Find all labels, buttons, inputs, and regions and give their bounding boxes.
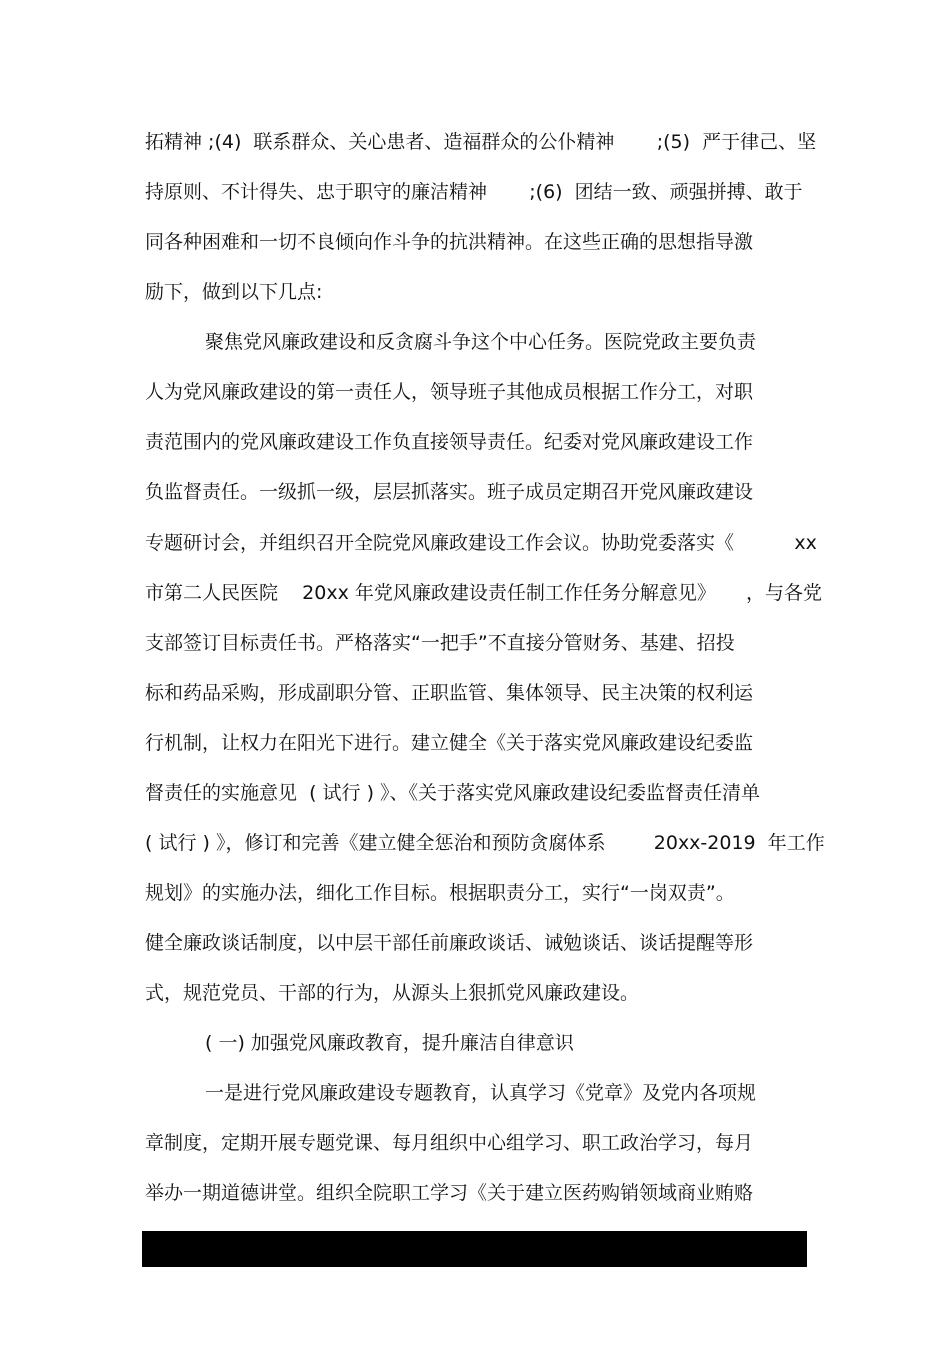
text-line: 励下，做到以下几点:: [145, 281, 323, 303]
text-line: 章制度，定期开展专题党课、每月组织中心组学习、职工政治学习，每月: [145, 1132, 754, 1154]
text-line: 负监督责任。一级抓一级，层层抓落实。班子成员定期召开党风廉政建设: [145, 481, 754, 503]
text-line: 支部签订目标责任书。严格落实“一把手”不直接分管财务、基建、招投: [145, 632, 735, 654]
text-line: 人为党风廉政建设的第一责任人，领导班子其他成员根据工作分工，对职: [145, 381, 754, 403]
text-line: 同各种困难和一切不良倾向作斗争的抗洪精神。在这些正确的思想指导激: [145, 231, 754, 253]
section-heading: ( 一) 加强党风廉政教育，提升廉洁自律意识: [205, 1032, 574, 1054]
redaction-bar: [142, 1231, 807, 1267]
paragraph-start-line: 聚焦党风廉政建设和反贪腐斗争这个中心任务。医院党政主要负责: [205, 331, 757, 353]
text-line: 专题研讨会，并组织召开全院党风廉政建设工作会议。协助党委落实《 xx: [145, 532, 817, 554]
text-line: 式，规范党员、干部的行为，从源头上狠抓党风廉政建设。: [145, 982, 640, 1004]
text-line: 行机制，让权力在阳光下进行。建立健全《关于落实党风廉政建设纪委监: [145, 732, 754, 754]
text-line: 规划》的实施办法，细化工作目标。根据职责分工，实行“一岗双责”。: [145, 882, 735, 904]
text-line: ( 试行 ) 》，修订和完善《建立健全惩治和预防贪腐体系 20xx-2019 年工作: [145, 832, 825, 854]
text-line: 市第二人民医院 20xx 年党风廉政建设责任制工作任务分解意见》 ，与各党: [145, 582, 823, 604]
text-line: 举办一期道德讲堂。组织全院职工学习《关于建立医药购销领域商业贿赂: [145, 1182, 754, 1204]
paragraph-start-line: 一是进行党风廉政建设专题教育，认真学习《党章》及党内各项规: [205, 1082, 757, 1104]
text-line: 标和药品采购，形成副职分管、正职监管、集体领导、民主决策的权利运: [145, 682, 754, 704]
text-line: 督责任的实施意见 ( 试行 ) 》、《关于落实党风廉政建设纪委监督责任清单: [145, 782, 761, 804]
text-line: 健全廉政谈话制度，以中层干部任前廉政谈话、诫勉谈话、谈话提醒等形: [145, 932, 754, 954]
text-line: 责范围内的党风廉政建设工作负直接领导责任。纪委对党风廉政建设工作: [145, 431, 754, 453]
text-line: 持原则、不计得失、忠于职守的廉洁精神 ;(6) 团结一致、顽强拼搏、敢于: [145, 181, 803, 203]
text-line: 拓精神 ;(4) 联系群众、关心患者、造福群众的公仆精神 ;(5) 严于律己、坚: [145, 131, 817, 153]
